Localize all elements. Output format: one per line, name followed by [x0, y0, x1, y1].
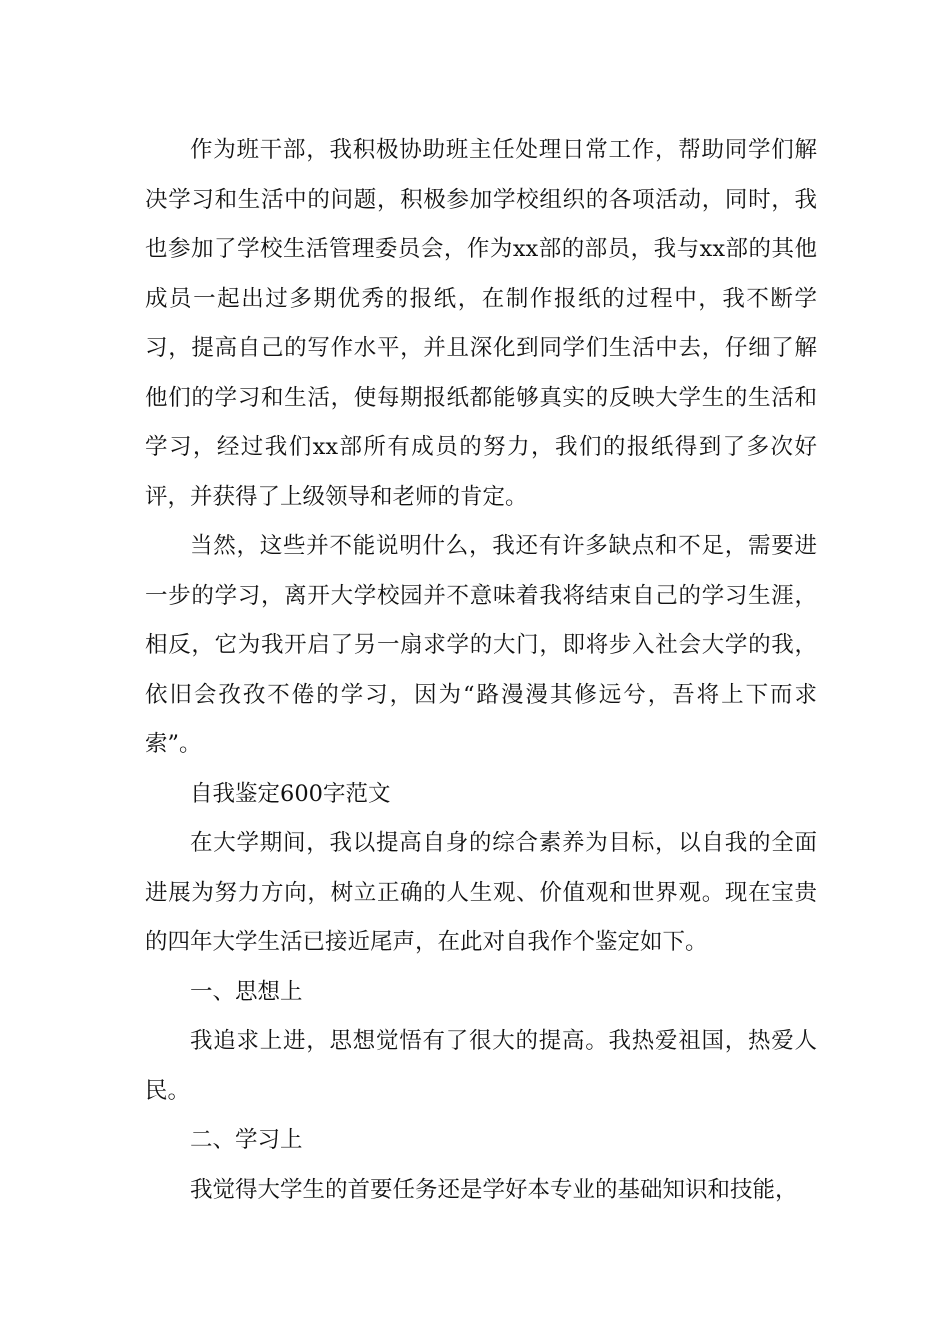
section-title-self-evaluation: 自我鉴定600字范文: [190, 780, 391, 807]
document-body: [145, 126, 817, 1215]
paragraph-class-cadre: 作为班干部，我积极协助班主任处理日常工作，帮助同学们解决学习和生活中的问题，积极参加学校组织的各项活动，同时，我也参加了学校生活管理委员会，作为xx部的部员，我与xx部的其他成员一起出过多期优秀的报纸，在制作报纸的过程中，我不断学习，提高自己的写作水平，并且深化到同学们生活中去，仔细了解他们的学习和生活，使每期报纸都能够真实的反映大学生的生活和学习，经过我们xx部所有成员的努力，我们的报纸得到了多次好评，并获得了上级领导和老师的肯定。: [145, 137, 817, 510]
heading-ideology: 一、思想上: [190, 978, 303, 1005]
paragraph-ideology: 我追求上进，思想觉悟有了很大的提高。我热爱祖国，热爱人民。: [145, 1028, 817, 1104]
paragraph-study: 我觉得大学生的首要任务还是学好本专业的基础知识和技能，: [190, 1176, 798, 1203]
paragraph-shortcomings: 当然，这些并不能说明什么，我还有许多缺点和不足，需要进一步的学习，离开大学校园并不意味着我将结束自己的学习生涯，相反，它为我开启了另一扇求学的大门，即将步入社会大学的我，依旧会孜孜不倦的学习，因为“路漫漫其修远兮，吾将上下而求索”。: [145, 533, 817, 757]
heading-study: 二、学习上: [190, 1127, 303, 1153]
paragraph-university-intro: 在大学期间，我以提高自身的综合素养为目标，以自我的全面进展为努力方向，树立正确的人生观、价值观和世界观。现在宝贵的四年大学生活已接近尾声，在此对自我作个鉴定如下。: [145, 830, 817, 955]
